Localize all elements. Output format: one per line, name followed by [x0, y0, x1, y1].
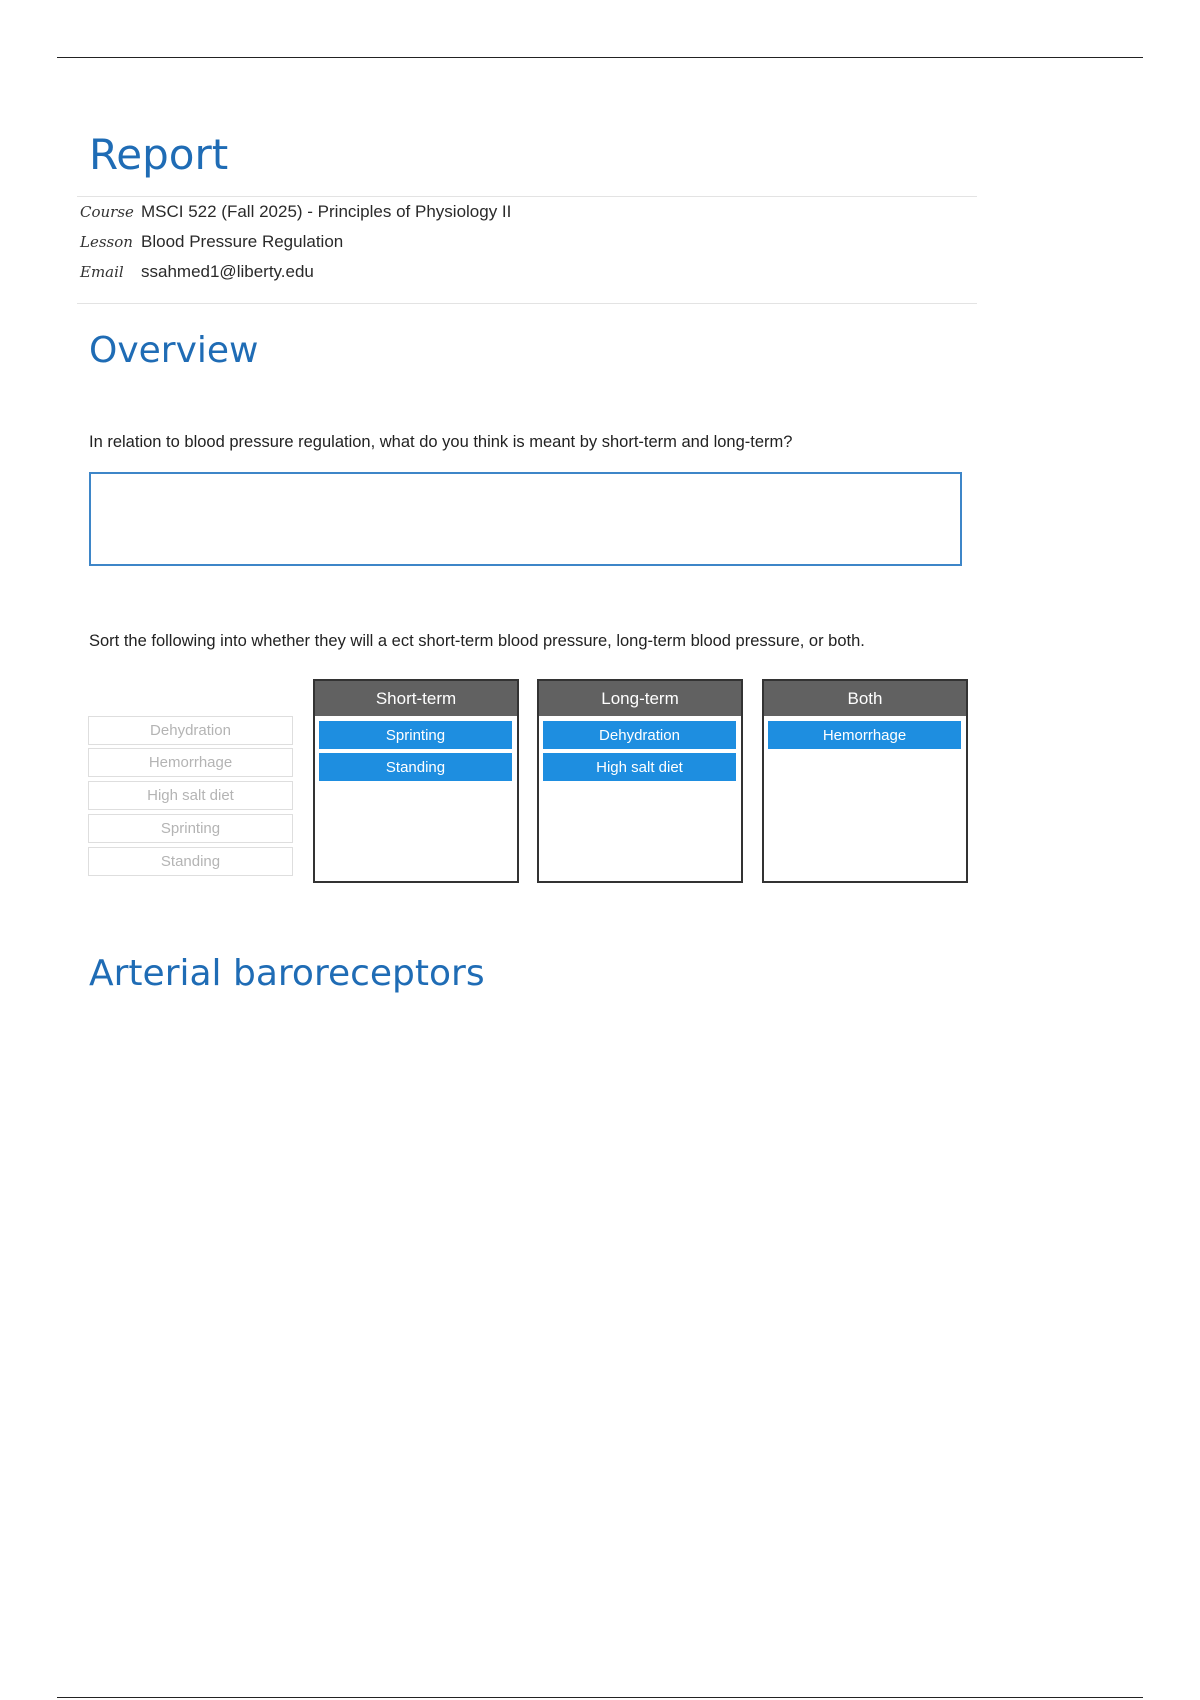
bin-long-term[interactable] [537, 679, 743, 883]
chip-sprinting[interactable]: Sprinting [319, 721, 512, 749]
page-bottom-rule [57, 1697, 1143, 1698]
source-item-dehydration[interactable]: Dehydration [88, 716, 293, 745]
chip-high-salt-diet[interactable]: High salt diet [543, 753, 736, 781]
meta-value-lesson: Blood Pressure Regulation [141, 232, 344, 251]
meta-divider-top [77, 196, 977, 197]
report-title: Report [89, 130, 229, 179]
overview-heading: Overview [89, 330, 259, 371]
chip-dehydration[interactable]: Dehydration [543, 721, 736, 749]
meta-value-course: MSCI 522 (Fall 2025) - Principles of Physiology II [141, 202, 512, 221]
source-item-standing[interactable]: Standing [88, 847, 293, 876]
meta-key-lesson: Lesson [80, 233, 133, 251]
meta-divider-bottom [77, 303, 977, 304]
answer-textbox[interactable] [89, 472, 962, 566]
question-short-long-term: In relation to blood pressure regulation, what do you think is meant by short-term and long-term? [89, 433, 793, 451]
meta-value-email: ssahmed1@liberty.edu [141, 262, 314, 281]
chip-standing[interactable]: Standing [319, 753, 512, 781]
question-sort: Sort the following into whether they will a ect short-term blood pressure, long-term blood pressure, or both. [89, 632, 865, 650]
meta-lesson [80, 230, 343, 254]
bin-short-term[interactable] [313, 679, 519, 883]
bin-header-short-term: Short-term [315, 681, 517, 716]
bin-both[interactable] [762, 679, 968, 883]
source-item-high-salt-diet[interactable]: High salt diet [88, 781, 293, 810]
bin-header-both: Both [764, 681, 966, 716]
bin-header-long-term: Long-term [539, 681, 741, 716]
meta-key-email: Email [80, 263, 124, 281]
chip-hemorrhage[interactable]: Hemorrhage [768, 721, 961, 749]
source-item-sprinting[interactable]: Sprinting [88, 814, 293, 843]
arterial-baroreceptors-heading: Arterial baroreceptors [89, 953, 485, 994]
meta-key-course: Course [80, 203, 134, 221]
source-item-hemorrhage[interactable]: Hemorrhage [88, 748, 293, 777]
meta-email [80, 260, 314, 284]
meta-course [80, 200, 511, 224]
page-top-rule [57, 57, 1143, 58]
